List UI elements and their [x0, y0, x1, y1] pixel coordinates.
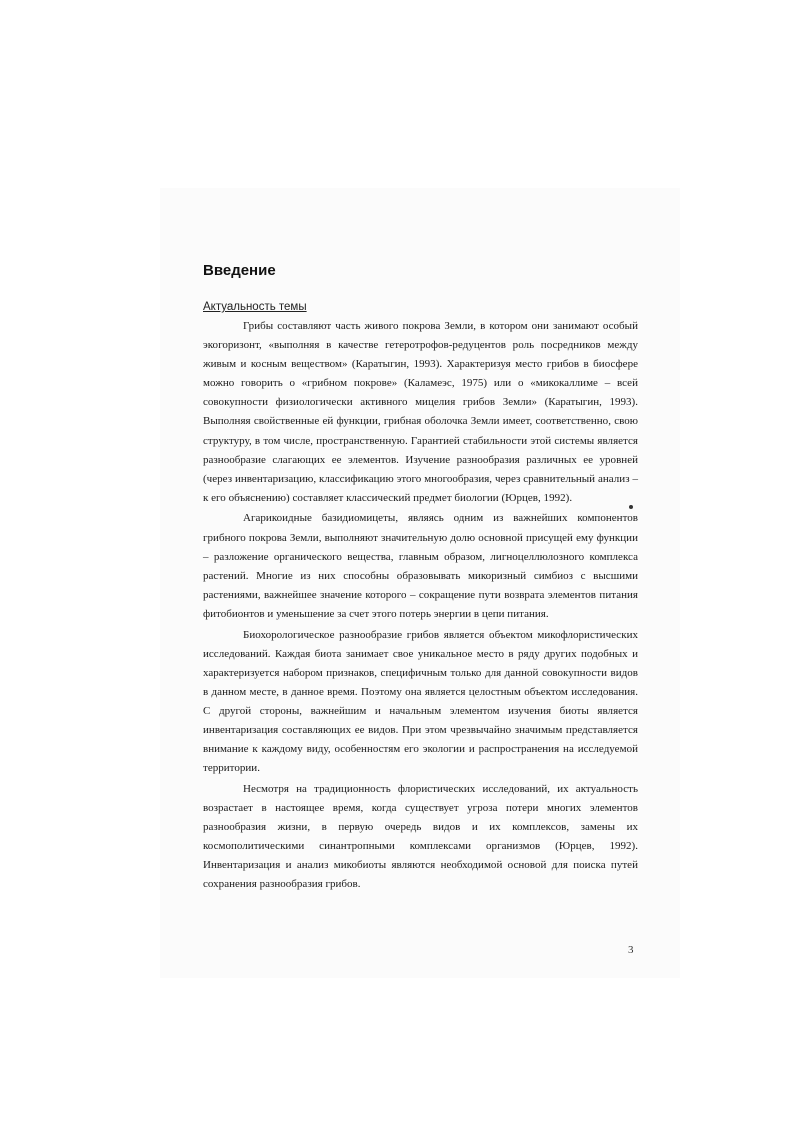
document-page: [203, 258, 638, 894]
paragraph-1: Грибы составляют часть живого покрова Земли, в котором они занимают особый экогоризонт, «выполняя в качестве гетеротрофов-редуцентов роль посредников между живым и косным веществом» (Каратыгин, 1993). Характеризуя место грибов в биосфере можно говорить о «грибном покрове» (Каламеэс, 1975) или о «микокаллиме – всей совокупности физиологически активного мицелия грибов Земли» (Каратыгин, 1993). Выполняя свойственные ей функции, грибная оболочка Земли имеет, соответственно, свою структуру, в том числе, пространственную. Гарантией стабильности этой системы является разнообразие слагающих ее элементов. Изучение разнообразия различных ее уровней (через инвентаризацию, классификацию этого многообразия, через сравнительный анализ – к его объяснению) составляет классический предмет биологии (Юрцев, 1992).: [203, 320, 638, 504]
paragraph-4: Несмотря на традиционность флористических исследований, их актуальность возрастает в настоящее время, когда существует угроза потери многих элементов разнообразия жизни, в первую очередь видов и их комплексов, замены их космополитическими синантропными комплексами организмов (Юрцев, 1992). Инвентаризация и анализ микобиоты являются необходимой основой для поиска путей сохранения разнообразия грибов.: [203, 782, 638, 891]
page-number: 3: [628, 944, 634, 956]
scan-speck: [629, 505, 633, 509]
paragraph-3: Биохорологическое разнообразие грибов является объектом микофлористических исследований. Каждая биота занимает свое уникальное место в ряду других подобных и характеризуется набором признаков, специфичным только для данной совокупности видов в данном месте, в данное время. Поэтому она является целостным объектом исследования. С другой стороны, важнейшим и начальным элементом изучения биоты является инвентаризация составляющих ее видов. При этом чрезвычайно значимым представляется внимание к каждому виду, особенностям его экологии и распространения на исследуемой территории.: [203, 628, 638, 775]
page-title: Введение: [203, 262, 276, 279]
section-subheading: Актуальность темы: [203, 301, 307, 313]
paragraph-2: Агарикоидные базидиомицеты, являясь одним из важнейших компонентов грибного покрова Земли, выполняют значительную долю основной присущей ему функции – разложение органического вещества, главным образом, лигноцеллюлозного комплекса растений. Многие из них способны образовывать микоризный симбиоз с высшими растениями, важнейшее значение которого – сокращение пути возврата элементов питания фитобионтов и уменьшение за счет этого потерь энергии в цепи питания.: [203, 512, 638, 620]
